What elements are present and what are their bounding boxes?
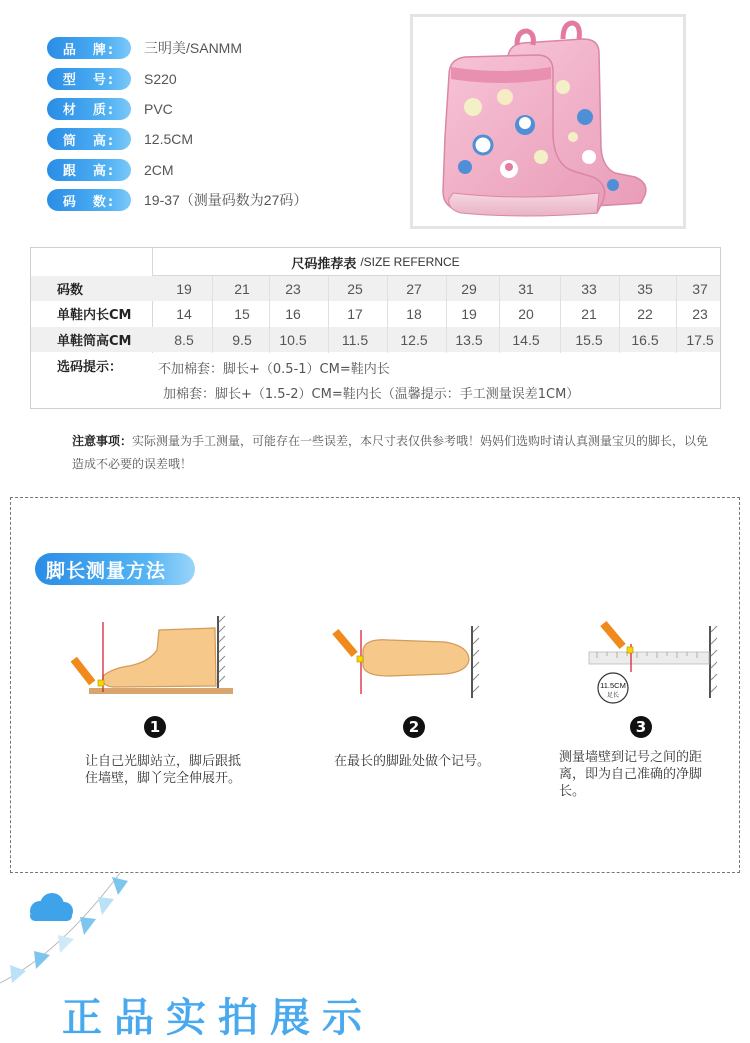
table-row-inner-length: [31, 301, 720, 326]
table-row-size: [31, 276, 720, 301]
foot-measure-guide: [10, 497, 740, 873]
step-3-text: 测量墙壁到记号之间的距离，即为自己准确的净脚长。: [559, 750, 703, 799]
measure-title: 脚长测量方法: [35, 553, 195, 585]
tip-text: 加棉套：脚长+（1.5-2）CM=鞋内长（温馨提示：手工测量误差1CM）: [163, 387, 580, 402]
spec-value: 12.5CM: [144, 131, 194, 148]
row-header: 码数: [57, 283, 84, 298]
bunting-decoration: [0, 873, 180, 1002]
cloud-icon: [30, 893, 73, 921]
divider: [212, 276, 213, 353]
table-cell: 11.5: [341, 331, 369, 348]
spec-label: 码 数:: [47, 189, 131, 211]
row-cells: [152, 301, 720, 326]
divider: [560, 276, 561, 353]
table-cell: 13.5: [455, 331, 483, 348]
spec-value: 2CM: [144, 161, 174, 178]
table-cell: 15.5: [575, 331, 603, 348]
table-cell: 37: [692, 280, 708, 297]
product-image: [410, 14, 686, 229]
step-2-text: 在最长的脚趾处做个记号。: [334, 754, 491, 769]
table-cell: 10.5: [279, 331, 307, 348]
spec-row-shaft-height: [47, 124, 307, 154]
table-cell: 21: [581, 305, 597, 322]
table-cell: 23: [285, 280, 301, 297]
table-cell: 19: [461, 305, 477, 322]
table-cell: 19: [176, 280, 192, 297]
spec-label: 型 号:: [47, 68, 131, 90]
table-cell: 23: [692, 305, 708, 322]
divider: [619, 276, 620, 353]
spec-value: S220: [144, 70, 177, 87]
spec-row-sizes: [47, 185, 307, 215]
table-cell: 8.5: [174, 331, 194, 348]
rain-boots-illustration: [413, 17, 683, 226]
divider: [269, 276, 270, 353]
table-cell: 14.5: [512, 331, 540, 348]
spec-label: 跟 高:: [47, 159, 131, 181]
notice-body: 实际测量为手工测量，可能存在一些误差，本尺寸表仅供参考哦！妈妈们选购时请认真测量宝贝的脚长，以免造成不必要的误差哦！: [72, 434, 709, 471]
notice-text: [72, 430, 712, 476]
table-cell: 22: [637, 305, 653, 322]
table-cell: 33: [581, 280, 597, 297]
tip-label: 选码提示：: [57, 360, 123, 375]
table-cell: 17: [347, 305, 363, 322]
tip-text: 不加棉套：脚长+（0.5-1）CM=鞋内长: [158, 362, 390, 377]
table-cell: 15: [234, 305, 250, 322]
spec-label: 品 牌:: [47, 37, 131, 59]
spec-row-heel-height: [47, 155, 307, 185]
spec-value: 19-37（测量码数为27码）: [144, 192, 308, 209]
spec-label: 材 质:: [47, 98, 131, 120]
row-header: 单鞋筒高CM: [57, 334, 132, 349]
table-cell: 31: [518, 280, 534, 297]
table-cell: 16: [285, 305, 301, 322]
table-cell: 9.5: [232, 331, 252, 348]
row-header: 单鞋内长CM: [57, 308, 132, 323]
divider: [387, 276, 388, 353]
table-title-en: /SIZE REFERNCE: [360, 255, 460, 269]
step2-foot-illustration: [329, 616, 479, 701]
step1-foot-illustration: [73, 616, 238, 701]
spec-list: [47, 33, 307, 215]
divider: [328, 276, 329, 353]
spec-value: 三明美/SANMM: [144, 40, 242, 57]
ruler-sublabel: 足长: [606, 692, 620, 699]
table-cell: 12.5: [400, 331, 428, 348]
table-cell: 20: [518, 305, 534, 322]
divider: [446, 276, 447, 353]
divider: [499, 276, 500, 353]
ruler-label: 11.5CM: [600, 681, 626, 690]
table-row-shaft-height: [31, 327, 720, 352]
spec-row-brand: [47, 33, 307, 63]
row-cells: [152, 276, 720, 301]
spec-value: PVC: [144, 100, 173, 117]
table-title: [31, 248, 720, 276]
table-cell: 17.5: [686, 331, 714, 348]
table-cell: 29: [461, 280, 477, 297]
table-cell: 35: [637, 280, 653, 297]
step-number-2: 2: [403, 716, 425, 738]
step-number-3: 3: [630, 716, 652, 738]
spec-row-model: [47, 63, 307, 93]
table-cell: 25: [347, 280, 363, 297]
spec-row-material: [47, 94, 307, 124]
table-cell: 27: [406, 280, 422, 297]
table-cell: 18: [406, 305, 422, 322]
step3-ruler-illustration: [587, 616, 717, 706]
table-cell: 14: [176, 305, 192, 322]
step-number-1: 1: [144, 716, 166, 738]
row-cells: [152, 327, 720, 352]
step-1-text: 让自己光脚站立，脚后跟抵住墙壁，脚丫完全伸展开。: [85, 754, 242, 786]
table-cell: 16.5: [631, 331, 659, 348]
bottom-section-title: 正品实拍展示: [62, 995, 374, 1041]
divider: [676, 276, 677, 353]
table-cell: 21: [234, 280, 250, 297]
size-recommendation-table: [30, 247, 721, 409]
table-title-cn: 尺码推荐表: [291, 256, 357, 272]
notice-label: 注意事项：: [72, 434, 133, 448]
spec-label: 筒 高:: [47, 128, 131, 150]
